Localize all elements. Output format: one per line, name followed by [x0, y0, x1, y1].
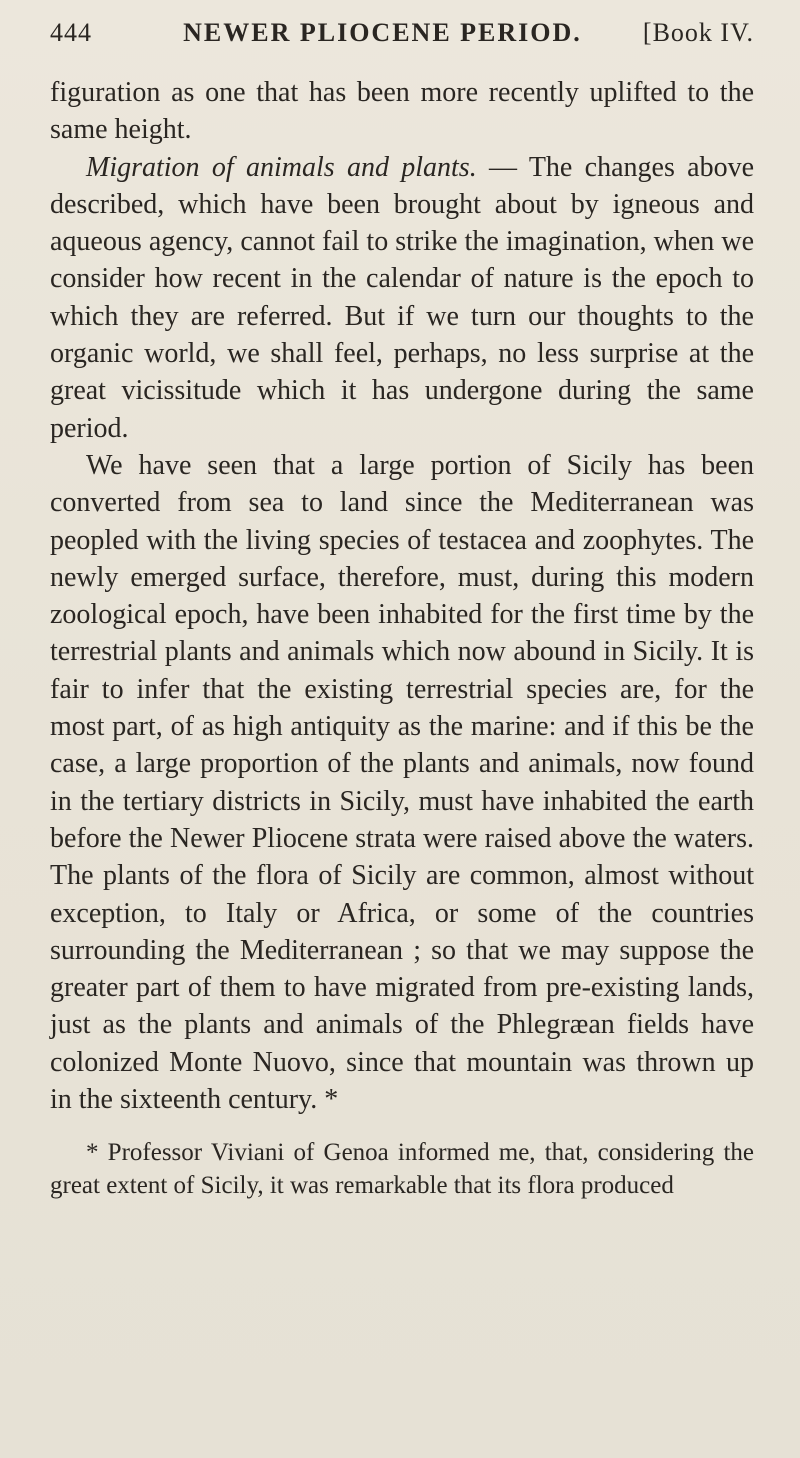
paragraph-migration	[50, 149, 754, 447]
running-head	[50, 18, 754, 52]
page-number: 444	[50, 18, 92, 47]
paragraph-sicily: We have seen that a large portion of Sicily has been converted from sea to land since the Mediterranean was peopled with the living species of testacea and zoophytes. The newly emerged surface, therefore, must, during this modern zoological epoch, have been inhabited for the first time by the terrestrial plants and animals which now abound in Sicily. It is fair to infer that the existing terrestrial species are, for the most part, of as high antiquity as the marine: and if this be the case, a large proportion of the plants and animals, now found in the tertiary districts in Sicily, must have inhabited the earth before the Newer Pliocene strata were raised above the waters. The plants of the flora of Sicily are common, almost without exception, to Italy or Africa, or some of the countries surrounding the Mediterranean ; so that we may suppose the greater part of them to have migrated from pre-existing lands, just as the plants and animals of the Phlegræan fields have colonized Monte Nuovo, since that mountain was thrown up in the sixteenth century. *	[50, 449, 754, 1116]
paragraph-migration-body: — The changes above described, which have been brought about by igneous and aqueous agency, cannot fail to strike the imagination, when we consider how recent in the calendar of nature is the epoch to which they are referred. But if we turn our thoughts to the organic world, we shall feel, perhaps, no less surprise at the great vicissitude which it has undergone during the same period.	[50, 151, 754, 444]
paragraph-continuation: figuration as one that has been more recently uplifted to the same height.	[50, 77, 754, 146]
running-title: NEWER PLIOCENE PERIOD.	[183, 18, 582, 47]
body-text	[50, 74, 754, 1118]
section-heading: Migration of animals and plants.	[86, 151, 477, 183]
book-label: [Book IV.	[642, 18, 754, 47]
footnote: * Professor Viviani of Genoa informed me, that, considering the great extent of Sicily, it was remarkable that its flora produced	[50, 1139, 754, 1200]
